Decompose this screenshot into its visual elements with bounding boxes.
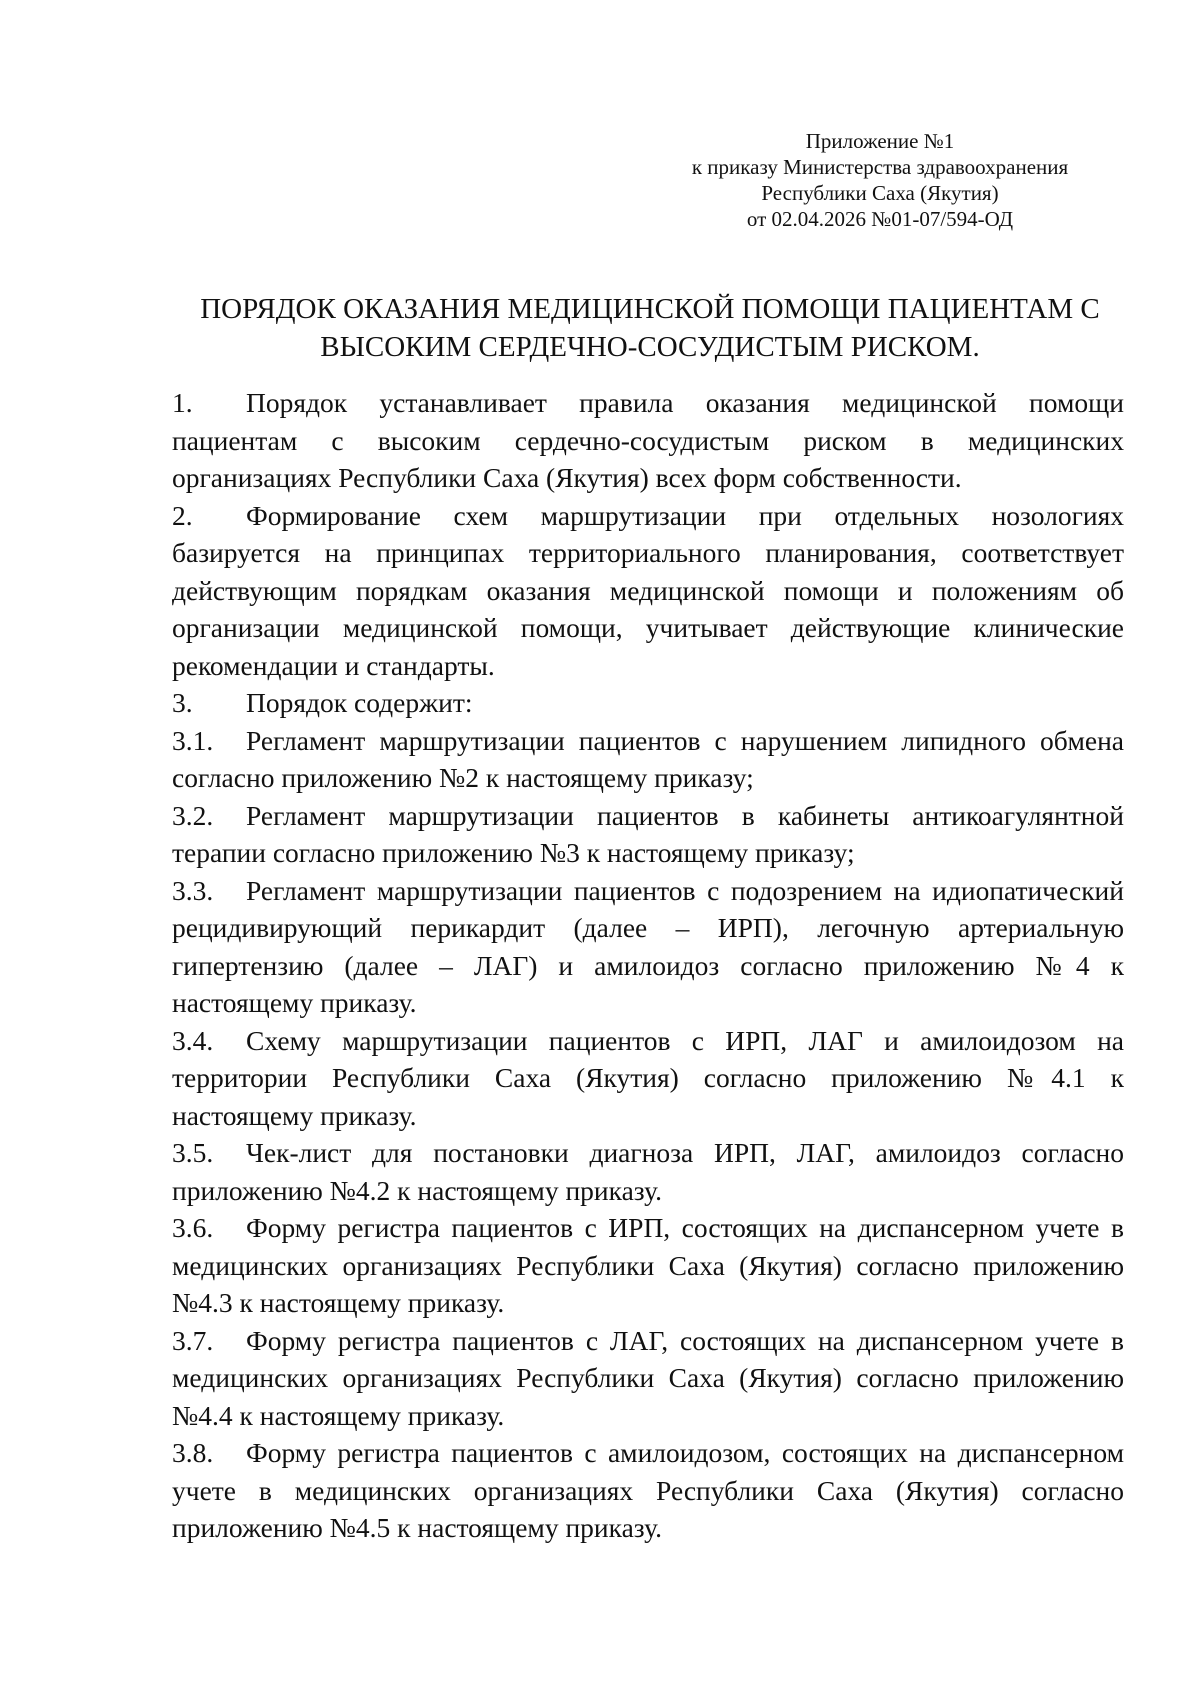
item-text: Порядок содержит: — [246, 687, 473, 718]
list-item — [172, 872, 1124, 1022]
item-text: Регламент маршрутизации пациентов с нарушением липидного обмена согласно приложению №2 к настоящему приказу; — [172, 724, 1124, 793]
document-body — [172, 384, 1124, 1547]
appendix-date-number: от 02.04.2026 №01-07/594-ОД — [746, 207, 1014, 231]
title-line-1: ПОРЯДОК ОКАЗАНИЯ МЕДИЦИНСКОЙ ПОМОЩИ ПАЦИЕНТАМ С — [200, 293, 1100, 325]
appendix-number: Приложение №1 — [805, 129, 955, 153]
list-item — [172, 684, 1124, 722]
item-text: Форму регистра пациентов с амилоидозом, состоящих на диспансерном учете в медицинских организациях Республики Саха (Якутия) согласно приложению №4.5 к настоящему приказу. — [172, 1437, 1124, 1543]
list-item — [172, 722, 1124, 797]
item-text: Чек-лист для постановки диагноза ИРП, ЛАГ, амилоидоз согласно приложению №4.2 к настоящему приказу. — [172, 1137, 1124, 1206]
list-item — [172, 1322, 1124, 1435]
list-item — [172, 1209, 1124, 1322]
item-number: 3.6. — [172, 1212, 214, 1243]
item-number: 3.3. — [172, 874, 214, 906]
item-number: 3.2. — [172, 799, 214, 831]
item-number: 3.5. — [172, 1137, 214, 1168]
item-text: Форму регистра пациентов с ЛАГ, состоящих на диспансерном учете в медицинских организациях Республики Саха (Якутия) согласно приложению №4.4 к настоящему приказу. — [172, 1324, 1124, 1431]
item-text: Схему маршрутизации пациентов с ИРП, ЛАГ и амилоидозом на территории Республики Саха (Якутия) согласно приложению №4.1 к настоящему приказу. — [172, 1024, 1124, 1131]
item-text: Формирование схем маршрутизации при отдельных нозологиях базируется на принципах территориального планирования, соответствует действующим порядкам оказания медицинской помощи и положениям об организации медицинской помощи, учитывает действующие клинические рекомендации и стандарты. — [172, 499, 1124, 681]
item-text: Форму регистра пациентов с ИРП, состоящих на диспансерном учете в медицинских организациях Республики Саха (Якутия) согласно приложению №4.3 к настоящему приказу. — [172, 1212, 1124, 1318]
item-text: Регламент маршрутизации пациентов с подозрением на идиопатический рецидивирующий перикардит (далее – ИРП), легочную артериальную гипертензию (далее – ЛАГ) и амилоидоз согласно приложению №4 к настоящему приказу. — [172, 874, 1124, 1018]
list-item — [172, 1434, 1124, 1547]
title-line-2: ВЫСОКИМ СЕРДЕЧНО-СОСУДИСТЫМ РИСКОМ. — [320, 331, 980, 363]
list-item — [172, 384, 1124, 497]
item-text: Регламент маршрутизации пациентов в кабинеты антикоагулянтной терапии согласно приложению №3 к настоящему приказу; — [172, 799, 1124, 868]
item-number: 1. — [172, 387, 193, 418]
item-number: 3. — [172, 687, 193, 718]
list-item — [172, 1022, 1124, 1135]
document-title — [170, 290, 1130, 366]
item-number: 3.8. — [172, 1437, 214, 1468]
list-item — [172, 797, 1124, 872]
item-number: 3.4. — [172, 1024, 214, 1056]
item-text: Порядок устанавливает правила оказания медицинской помощи пациентам с высоким сердечно-сосудистым риском в медицинских организациях Республики Саха (Якутия) всех форм собственности. — [172, 387, 1124, 493]
item-number: 3.7. — [172, 1324, 214, 1356]
list-item — [172, 497, 1124, 685]
appendix-order-ref: к приказу Министерства здравоохранения — [691, 155, 1069, 179]
appendix-region: Республики Саха (Якутия) — [761, 181, 999, 205]
list-item — [172, 1134, 1124, 1209]
appendix-header — [660, 128, 1100, 232]
item-number: 3.1. — [172, 724, 214, 756]
item-number: 2. — [172, 499, 193, 531]
